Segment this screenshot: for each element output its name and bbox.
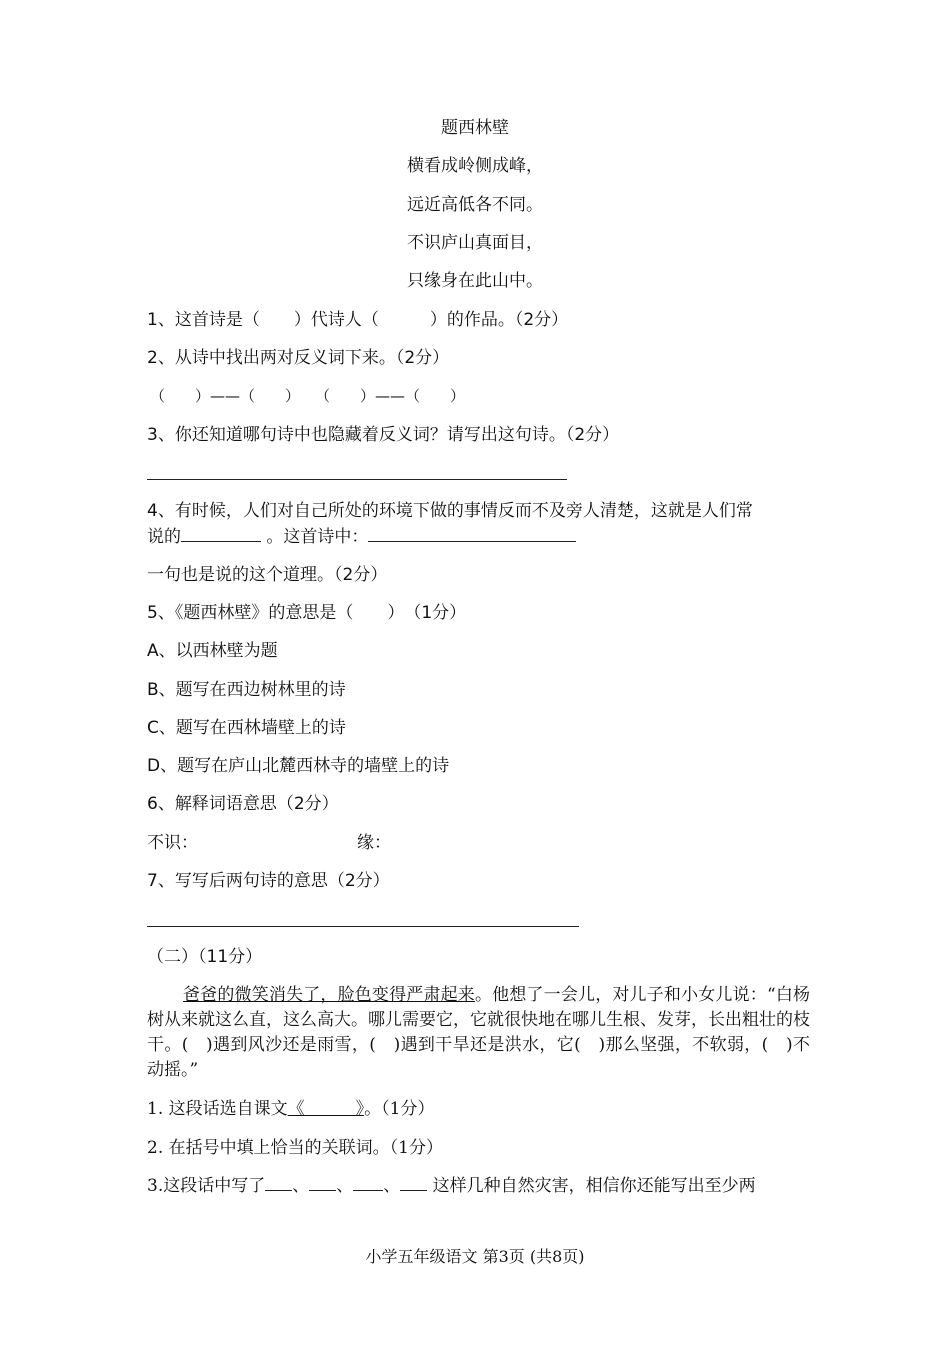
question-4-line2 xyxy=(147,526,576,548)
question-7: 7、写写后两句诗的意思（2分） xyxy=(147,871,390,891)
passage-text: 。他想了一会儿，对儿子和小女儿说：“白杨树从来就这么直，这么高大。哪儿需要它，它就很快地在哪儿生根、发芽，长出粗壮的枝干。( )遇到风沙还是雨雪，( )遇到干旱还是洪水，它( )那么坚强，不软弱，( )不动摇。” xyxy=(147,985,810,1080)
fill-blank xyxy=(181,527,261,542)
question-3: 3、你还知道哪句诗中也隐藏着反义词？请写出这句诗。（2分） xyxy=(147,425,620,445)
fill-blank xyxy=(353,1176,383,1191)
question-4-line3: 一句也是说的这个道理。（2分） xyxy=(147,565,388,585)
question-4-line1: 4、有时候，人们对自己所处的环境下做的事情反而不及旁人清楚，这就是人们常 xyxy=(147,501,753,521)
part2-q1-text-b: 。（1分） xyxy=(364,1099,435,1119)
poem-line: 只缘身在此山中。 xyxy=(407,271,543,291)
question-6: 6、解释词语意思（2分） xyxy=(147,794,339,814)
antonym-pairs: （ ）——（ ） （ ）——（ ） xyxy=(150,387,466,405)
question-1: 1、这首诗是（ ）代诗人（ ）的作品。（2分） xyxy=(147,310,569,330)
question-2: 2、从诗中找出两对反义词下来。（2分） xyxy=(147,348,450,368)
poem-title: 题西林壁 xyxy=(441,118,509,138)
fill-blank xyxy=(368,527,576,542)
part2-q1-text-a: 1. 这段话选自课文 xyxy=(147,1099,288,1119)
question-4-text-b: 。这首诗中： xyxy=(266,527,369,547)
fill-blank xyxy=(309,1176,336,1191)
fill-blank xyxy=(400,1176,427,1191)
option-b: B、题写在西边树林里的诗 xyxy=(147,680,346,700)
separator: 、 xyxy=(383,1176,401,1196)
part2-q3-text-b: 这样几种自然灾害，相信你还能写出至少两 xyxy=(432,1176,756,1196)
part2-question-3 xyxy=(147,1175,756,1197)
page-footer: 小学五年级语文 第3页 (共8页) xyxy=(365,1247,585,1266)
answer-line xyxy=(147,479,567,480)
option-c: C、题写在西林墙壁上的诗 xyxy=(147,718,346,738)
section-heading: （二）（11分） xyxy=(147,947,263,967)
poem-line: 不识庐山真面目， xyxy=(407,233,543,253)
poem-line: 远近高低各不同。 xyxy=(407,195,543,215)
passage xyxy=(147,983,810,1083)
question-5: 5、《题西林壁》的意思是（ ） （1分） xyxy=(147,603,467,623)
separator: 、 xyxy=(336,1176,354,1196)
answer-line xyxy=(147,926,579,927)
option-a: A、以西林壁为题 xyxy=(147,641,278,661)
poem-line: 横看成岭侧成峰， xyxy=(407,156,543,176)
separator: 、 xyxy=(292,1176,310,1196)
part2-q3-text-a: 3.这段话中写了 xyxy=(147,1176,266,1196)
lesson-title-blank: 《 》 xyxy=(287,1099,365,1119)
term-2: 缘： xyxy=(357,833,391,853)
passage-underlined: 爸爸的微笑消失了，脸色变得严肃起来 xyxy=(183,985,475,1005)
part2-question-1 xyxy=(147,1098,434,1120)
option-d: D、题写在庐山北麓西林寺的墙壁上的诗 xyxy=(147,756,450,776)
term-1: 不识： xyxy=(147,833,198,853)
part2-question-2: 2. 在括号中填上恰当的关联词。（1分） xyxy=(147,1138,443,1158)
fill-blank xyxy=(265,1176,292,1191)
question-4-text-a: 说的 xyxy=(147,527,181,547)
